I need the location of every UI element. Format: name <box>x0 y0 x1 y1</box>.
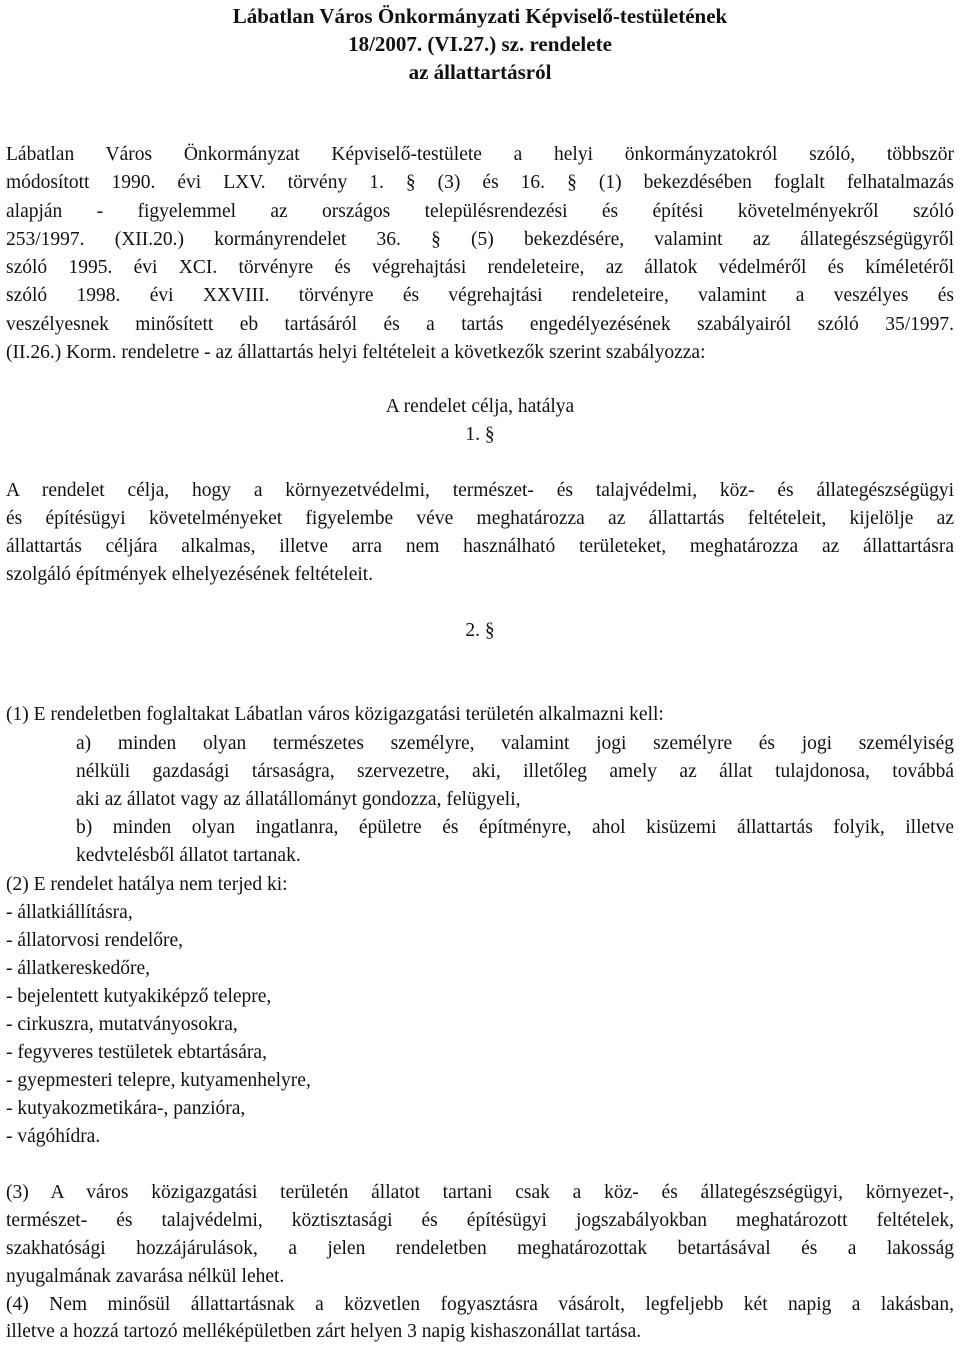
paragraph4-line: (4) Nem minősül állattartásnak a közvetlen fogyasztásra vásárolt, legfeljebb két napig a lakásban, <box>6 1294 954 1315</box>
title-line-2: 18/2007. (VI.27.) sz. rendelete <box>348 32 612 56</box>
list-item: - cirkuszra, mutatványosokra, <box>6 1014 238 1035</box>
paragraph-intro: (2) E rendelet hatálya nem terjed ki: <box>6 874 288 895</box>
section1-line: és építésügyi követelményeket figyelembe véve meghatározza az állattartás feltételeit, kijelölje az <box>6 508 954 529</box>
document-title <box>0 2 960 86</box>
preamble-line: szóló 1998. évi XXVIII. törvényre és végrehajtási rendeleteire, valamint a veszélyes és <box>6 285 954 306</box>
preamble-line: szóló 1995. évi XCI. törvényre és végrehajtási rendeleteire, az állatok védelméről és kíméletéről <box>6 257 954 278</box>
section-number: 1. § <box>465 424 495 445</box>
list-item: - állatorvosi rendelőre, <box>6 930 184 951</box>
preamble-line: (II.26.) Korm. rendeletre - az állattartás helyi feltételeit a következők szerint szabályozza: <box>6 342 706 363</box>
list-item: - gyepmesteri telepre, kutyamenhelyre, <box>6 1070 311 1091</box>
preamble-line: veszélyesnek minősített eb tartásáról és a tartás engedélyezésének szabályairól szóló 35/1997. <box>6 314 954 335</box>
preamble-line: módosított 1990. évi LXV. törvény 1. § (3) és 16. § (1) bekezdésében foglalt felhatalmazás <box>6 172 954 193</box>
section-number: 2. § <box>465 620 495 641</box>
list-item: - kutyakozmetikára-, panzióra, <box>6 1098 246 1119</box>
section1-line: A rendelet célja, hogy a környezetvédelmi, természet- és talajvédelmi, köz- és állategészségügyi <box>6 480 954 501</box>
paragraph-item-line: a) minden olyan természetes személyre, valamint jogi személyre és jogi személyiség <box>76 733 954 754</box>
title-line-1: Lábatlan Város Önkormányzati Képviselő-testületének <box>232 4 728 28</box>
paragraph-item-line: aki az állatot vagy az állatállományt gondozza, felügyeli, <box>76 789 521 810</box>
section1-line: állattartás céljára alkalmas, illetve arra nem használható területeket, meghatározza az állattartásra <box>6 536 954 557</box>
paragraph-intro: (1) E rendeletben foglaltakat Lábatlan város közigazgatási területén alkalmazni kell: <box>6 704 664 725</box>
list-item: - állatkiállításra, <box>6 902 133 923</box>
section1-line: szolgáló építmények elhelyezésének feltételeit. <box>6 564 374 585</box>
paragraph3-line: nyugalmának zavarása nélkül lehet. <box>6 1266 285 1287</box>
paragraph4-line: illetve a hozzá tartozó melléképületben zárt helyen 3 napig kishaszonállat tartása. <box>6 1321 642 1342</box>
paragraph-item-line: nélküli gazdasági társaságra, szervezetre, aki, illetőleg amely az állat tulajdonosa, továbbá <box>76 761 954 782</box>
preamble-line: alapján - figyelemmel az országos településrendezési és építési követelményekről szóló <box>6 201 954 222</box>
title-line-3: az állattartásról <box>408 60 552 84</box>
list-item: - bejelentett kutyakiképző telepre, <box>6 986 272 1007</box>
paragraph3-line: természet- és talajvédelmi, köztisztasági és építésügyi jogszabályokban meghatározott feltételek, <box>6 1210 954 1231</box>
preamble-line: Lábatlan Város Önkormányzat Képviselő-testülete a helyi önkormányzatokról szóló, többször <box>6 144 954 165</box>
list-item: - fegyveres testületek ebtartására, <box>6 1042 267 1063</box>
paragraph-item-line: kedvtelésből állatot tartanak. <box>76 845 301 866</box>
list-item: - állatkereskedőre, <box>6 958 151 979</box>
list-item: - vágóhídra. <box>6 1126 101 1147</box>
paragraph3-line: (3) A város közigazgatási területén állatot tartani csak a köz- és állategészségügyi, környezet-, <box>6 1182 954 1203</box>
section-heading: A rendelet célja, hatálya <box>385 396 575 417</box>
paragraph3-line: szakhatósági hozzájárulások, a jelen rendeletben meghatározottak betartásával és a lakosság <box>6 1238 954 1259</box>
paragraph-item-line: b) minden olyan ingatlanra, épületre és építményre, ahol kisüzemi állattartás folyik, illetve <box>76 817 954 838</box>
preamble-line: 253/1997. (XII.20.) kormányrendelet 36. § (5) bekezdésére, valamint az állategészségügyről <box>6 229 954 250</box>
